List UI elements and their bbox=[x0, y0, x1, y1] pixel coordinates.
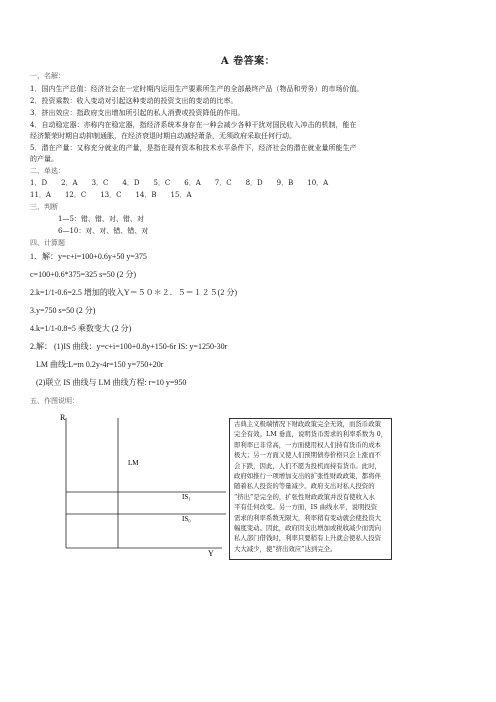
definition-line: 5．潜在产量：又称充分就业的产量，是指在现有资本和技术水平条件下，经济社会的潜在就业量所能生产 bbox=[30, 144, 357, 152]
explanation-line: 平有任何改变。另一方面，IS 曲线水平，说明投资 bbox=[234, 503, 378, 512]
calc-line: 4.k=1/1-0.8=5 乘数变大 (2 分) bbox=[30, 324, 132, 333]
choice-header: 二、单选： bbox=[30, 167, 65, 175]
explanation-line: 需求的利率系数无限大，利率稍有变动就会使投资大 bbox=[234, 513, 381, 522]
explanation-line: 古典主义极端情况下财政政策完全无效，而货币政策 bbox=[234, 420, 381, 428]
explanation-line: 幅度变动。因此，政府因支出增加或税收减少而需向 bbox=[234, 524, 381, 533]
calc-q2-line: 2.解： (1)IS 曲线：y=c+i=100+0.8y+150-6r IS: y=1250-30r bbox=[30, 342, 228, 351]
explanation-line: 私人部门借钱时，利率只要稍有上升就会使私人投资 bbox=[234, 534, 381, 543]
calc-line: 3.y=750 s=50 (2 分) bbox=[30, 306, 96, 315]
definition-line: 3．挤出效应：指政府支出增加所引起的私人消费或投资降低的作用。 bbox=[30, 109, 245, 117]
judge-answers-row: 1—5：错、错、对、错、对 bbox=[58, 215, 144, 223]
explanation-line: 会下跌，因此，人们不愿为投机而持有货币。此时， bbox=[234, 461, 381, 470]
definition-line: 1．国内生产总值：经济社会在一定时期内运用生产要素所生产的全部最终产品（物品和劳务）的市场价值。 bbox=[30, 85, 364, 93]
choice-answers-row: 1．D 2．A 3．C 4．D 5．C 6．A 7．C 8．D 9．B 10．A bbox=[30, 179, 329, 187]
definition-line: 经济繁荣时期自动抑制通胀，在经济衰退时期自动减轻萧条，无须政府采取任何行动。 bbox=[30, 132, 296, 140]
explanation-line: 即利率已非常高，一方面使用权人们持有货币的成本 bbox=[234, 440, 381, 449]
is0-label: IS₀ bbox=[182, 515, 191, 523]
calc-line: c=100+0.6*375=325 s=50 (2 分) bbox=[30, 270, 137, 279]
explanation-line: “挤出”是完全的，扩张性财政政策并没有使收入水 bbox=[234, 492, 375, 501]
explanation-line: 完全有效。LM 垂直，说明货币需求的利率系数为 0， bbox=[234, 430, 388, 439]
explanation-line: 大大减少，使“挤出效应”达到完全。 bbox=[234, 544, 337, 553]
choice-answers-row: 11．A 12．C 13．C 14．B 15．A bbox=[30, 191, 192, 199]
r-axis-label: R bbox=[60, 413, 66, 422]
y-axis-label: Y bbox=[208, 549, 214, 558]
explanation-box bbox=[229, 418, 392, 560]
page-title: A 卷答案： bbox=[220, 56, 276, 67]
calc-q2-line: (2)联立 IS 曲线与 LM 曲线方程: r=10 y=950 bbox=[36, 378, 187, 387]
definition-line: 4．自动稳定器：亦称内在稳定器，指经济系统本身存在一种会减少各种干扰对国民收入冲击的机制，能在 bbox=[30, 121, 357, 129]
calc-line: 2.k=1/1-0.6=2.5 增加的收入Y＝５０＊２．５＝１２５(2 分) bbox=[30, 288, 238, 297]
judge-answers-row: 6—10：对、对、错、错、对 bbox=[58, 227, 149, 235]
definitions-header: 一、名解： bbox=[30, 72, 65, 80]
is1-label: IS₁ bbox=[182, 493, 191, 501]
definition-line: 的产量。 bbox=[30, 155, 58, 163]
explanation-line: 随着私人投资的等量减少。政府支出对私人投资的 bbox=[234, 482, 375, 491]
definition-line: 2．投资乘数：收入变动对引起这种变动的投资支出的变动的比率。 bbox=[30, 97, 238, 105]
calc-line: 1．解：y=c+i=100+0.6y+50 y=375 bbox=[30, 252, 147, 261]
judge-header: 三、判断 bbox=[30, 203, 58, 211]
explanation-line: 极大；另一方面又使人们预期债券价格只会上涨而不 bbox=[234, 451, 381, 460]
calc-header: 四、计算题 bbox=[30, 239, 65, 247]
explanation-line: 政府如推行一项增加支出的扩张性财政政策，都将伴 bbox=[234, 472, 381, 481]
graph-header: 五、作图说明： bbox=[30, 397, 79, 405]
lm-label: LM bbox=[128, 459, 139, 467]
calc-q2-line: LM 曲线:L=m 0.2y-4r=150 y=750+20r bbox=[36, 360, 164, 369]
